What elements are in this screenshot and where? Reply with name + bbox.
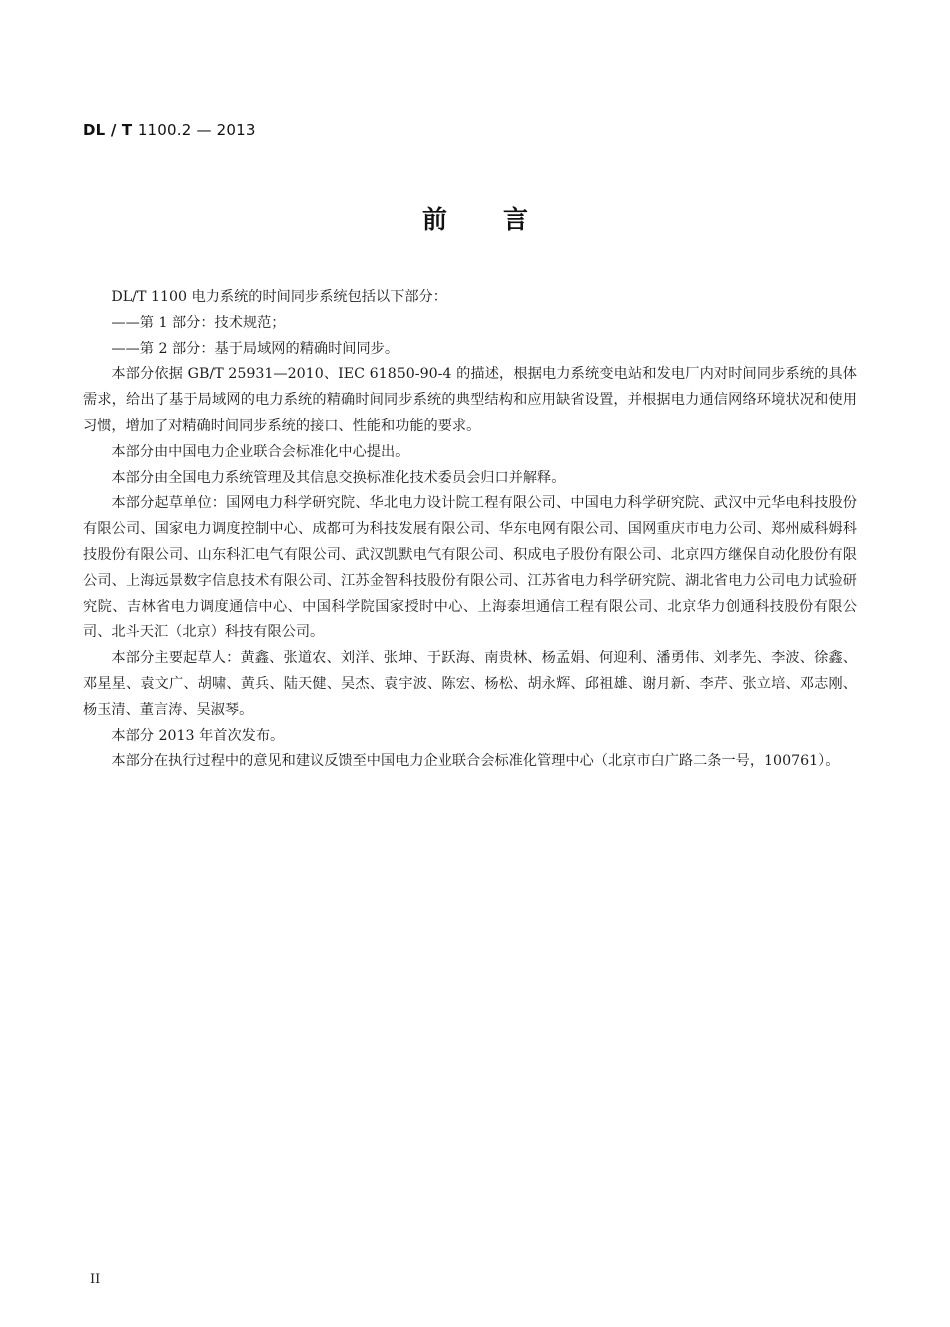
release-paragraph: 本部分 2013 年首次发布。 [111, 727, 285, 744]
feedback-paragraph: 本部分在执行过程中的意见和建议反馈至中国电力企业联合会标准化管理中心（北京市白广路二条一号，100761）。 [111, 753, 840, 770]
drafters-paragraph: 本部分主要起草人：黄鑫、张道农、刘洋、张坤、于跃海、南贵林、杨孟娟、何迎利、潘勇伟、刘孝先、李波、徐鑫、邓星星、袁文广、胡啸、黄兵、陆天健、吴杰、袁宇波、陈宏、杨松、胡永辉、邱祖雄、谢月新、李芹、张立培、邓志刚、杨玉清、董言涛、吴淑琴。 [83, 650, 857, 718]
standard-number-header [83, 121, 256, 139]
page-title: 前言 [421, 205, 584, 234]
intro-paragraph: DL/T 1100 电力系统的时间同步系统包括以下部分： [111, 289, 447, 305]
list-item-part-1: ——第 1 部分：技术规范； [111, 314, 286, 331]
foreword-body [83, 285, 857, 775]
standard-prefix: DL / T [83, 121, 133, 139]
drafting-units-paragraph: 本部分起草单位：国网电力科学研究院、华北电力设计院工程有限公司、中国电力科学研究院、武汉中元华电科技股份有限公司、国家电力调度控制中心、成都可为科技发展有限公司、华东电网有限公司、国网重庆市电力公司、郑州威科姆科技股份有限公司、山东科汇电气有限公司、武汉凯默电气有限公司、积成电子股份有限公司、北京四方继保自动化股份有限公司、上海远景数字信息技术有限公司、江苏金智科技股份有限公司、江苏省电力科学研究院、湖北省电力公司电力试验研究院、吉林省电力调度通信中心、中国科学院国家授时中心、上海泰坦通信工程有限公司、北京华力创通科技股份有限公司、北斗天汇（北京）科技有限公司。 [83, 495, 857, 641]
administrator-paragraph: 本部分由全国电力系统管理及其信息交换标准化技术委员会归口并解释。 [111, 469, 566, 486]
proposer-paragraph: 本部分由中国电力企业联合会标准化中心提出。 [111, 443, 410, 460]
list-item-part-2: ——第 2 部分：基于局域网的精确时间同步。 [111, 340, 400, 357]
basis-paragraph: 本部分依据 GB/T 25931—2010、IEC 61850-90-4 的描述，根据电力系统变电站和发电厂内对时间同步系统的具体需求，给出了基于局域网的电力系统的精确时间同步系统的典型结构和应用缺省设置，并根据电力通信网络环境状况和使用习惯，增加了对精确时间同步系统的接口、性能和功能的要求。 [83, 366, 857, 434]
page-number: II [90, 1272, 101, 1287]
standard-number: 1100.2 — 2013 [137, 121, 256, 139]
